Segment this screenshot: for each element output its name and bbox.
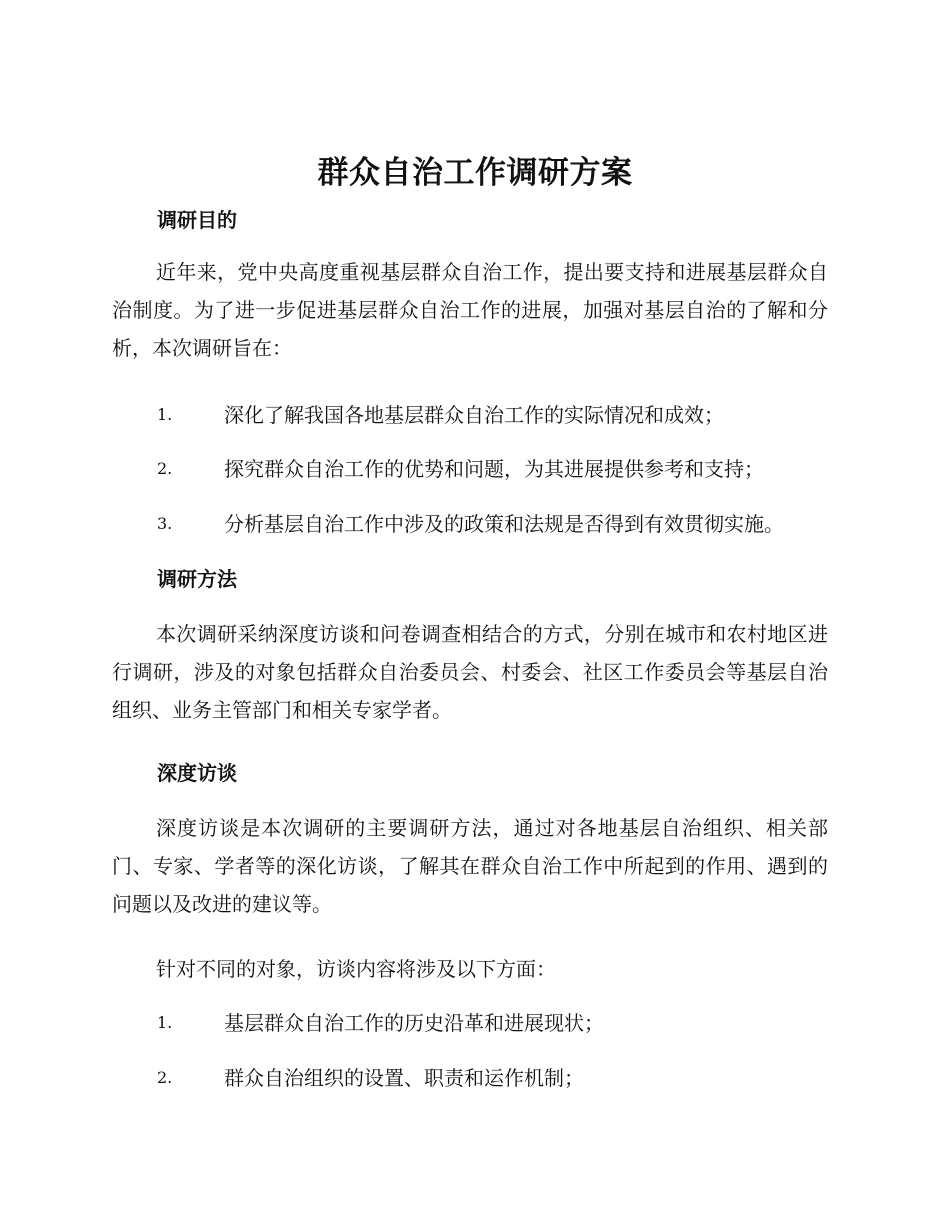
list-item-text: 群众自治组织的设置、职责和运作机制；	[224, 1066, 584, 1090]
list-item-text: 分析基层自治工作中涉及的政策和法规是否得到有效贯彻实施。	[224, 512, 784, 536]
section-heading-interview: 深度访谈	[157, 761, 237, 785]
interview-list-item	[0, 1063, 950, 1093]
document-title: 群众自治工作调研方案	[317, 155, 633, 191]
list-item-number: 2.	[157, 459, 173, 478]
list-item-text: 探究群众自治工作的优势和问题，为其进展提供参考和支持；	[224, 457, 764, 481]
list-item-number: 1.	[157, 1013, 173, 1032]
list-item-text: 基层群众自治工作的历史沿革和进展现状；	[224, 1011, 604, 1035]
section-heading-method: 调研方法	[157, 567, 237, 591]
interview-list-item	[0, 1008, 950, 1038]
interview-intro-paragraph: 针对不同的对象，访谈内容将涉及以下方面：	[156, 957, 556, 981]
list-item-number: 3.	[157, 514, 173, 533]
purpose-paragraph: 近年来，党中央高度重视基层群众自治工作，提出要支持和进展基层群众自治制度。为了进一步促进基层群众自治工作的进展，加强对基层自治的了解和分析，本次调研旨在：	[112, 260, 828, 360]
list-item-number: 1.	[157, 405, 173, 424]
list-item-number: 2.	[157, 1068, 173, 1087]
purpose-list-item	[0, 454, 950, 484]
method-paragraph: 本次调研采纳深度访谈和问卷调查相结合的方式，分别在城市和农村地区进行调研，涉及的对象包括群众自治委员会、村委会、社区工作委员会等基层自治组织、业务主管部门和相关专家学者。	[112, 622, 828, 722]
list-item-text: 深化了解我国各地基层群众自治工作的实际情况和成效；	[224, 403, 724, 427]
purpose-list-item	[0, 400, 950, 430]
purpose-list-item	[0, 509, 950, 539]
interview-paragraph: 深度访谈是本次调研的主要调研方法，通过对各地基层自治组织、相关部门、专家、学者等的深化访谈，了解其在群众自治工作中所起到的作用、遇到的问题以及改进的建议等。	[112, 816, 828, 916]
section-heading-purpose: 调研目的	[157, 208, 237, 232]
